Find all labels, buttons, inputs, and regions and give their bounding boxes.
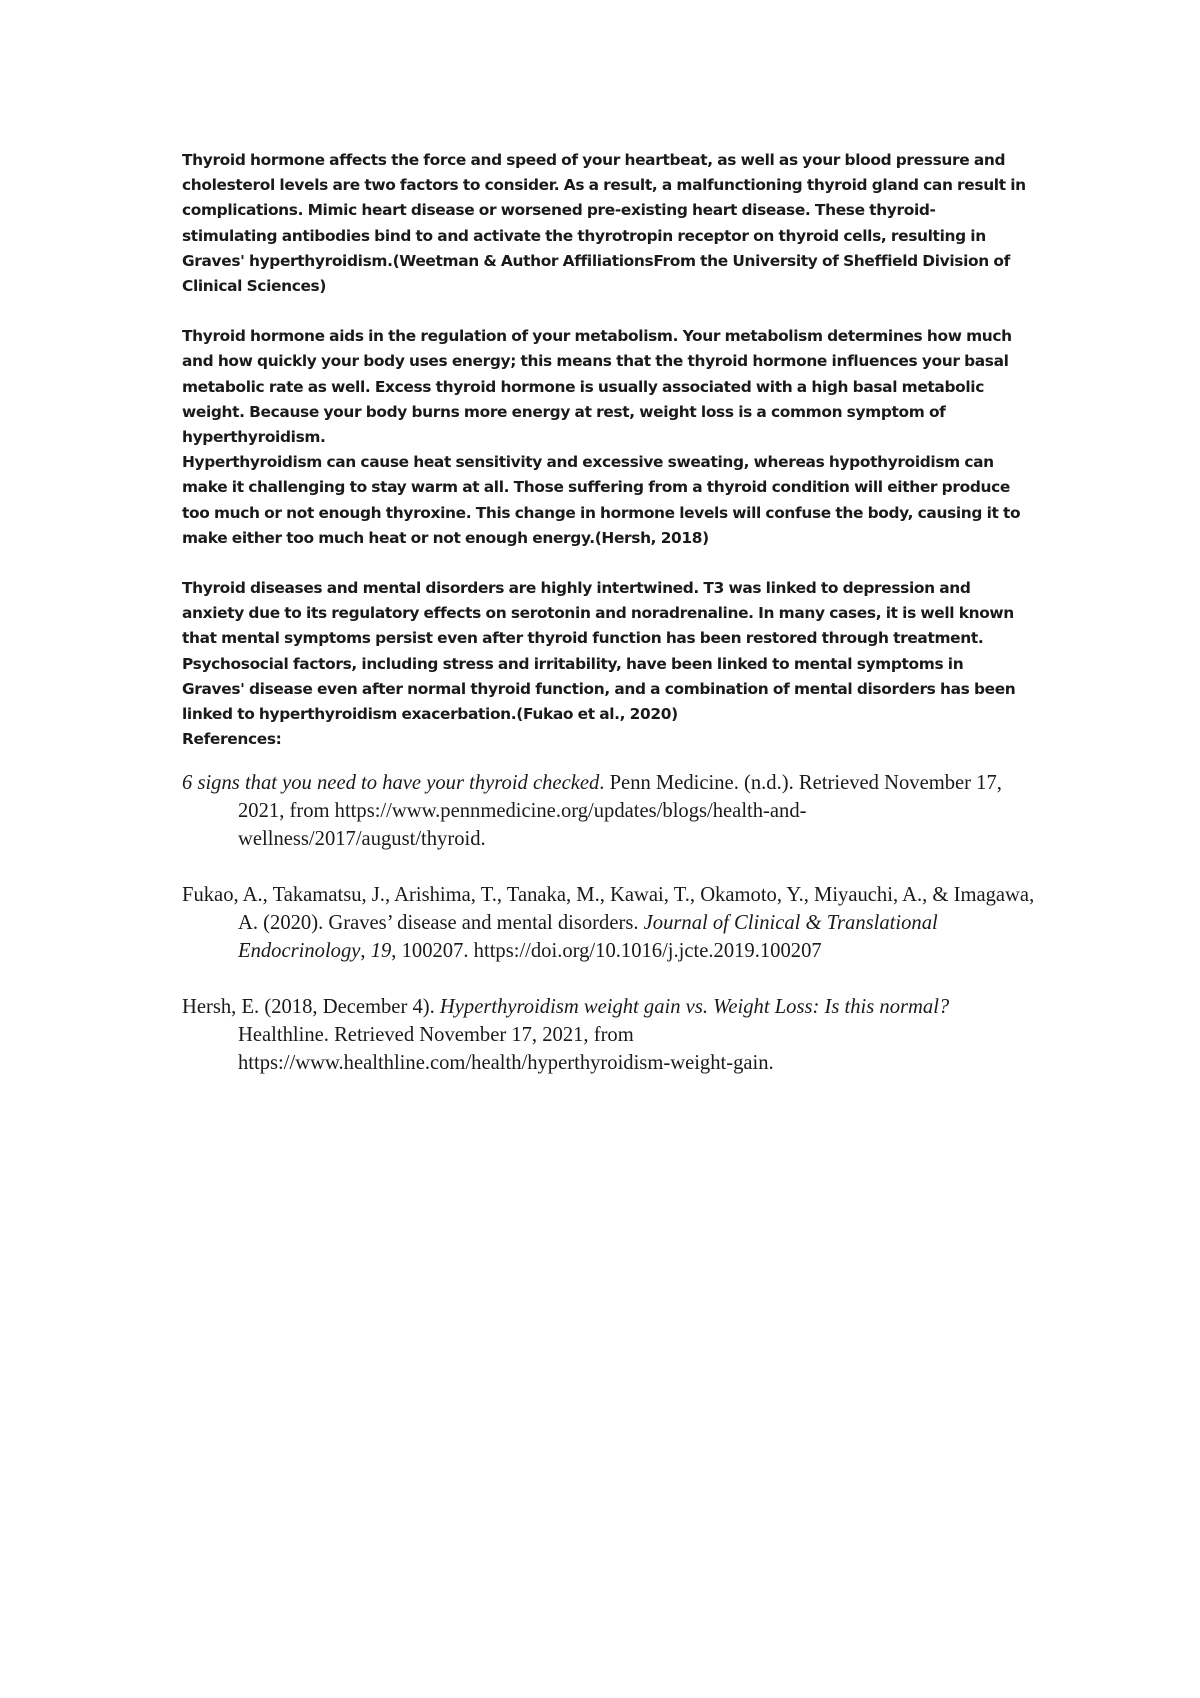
- reference-title: Hyperthyroidism weight gain vs. Weight Loss: Is this normal?: [439, 996, 950, 1018]
- reference-title: 6 signs that you need to have your thyroid checked: [182, 772, 600, 794]
- reference-details: . Penn Medicine. (n.d.). Retrieved November 17, 2021, from https://www.pennmedicine.org/updates/blogs/health-and-wellness/2017/august/thyroid.: [238, 772, 1002, 850]
- reference-details: , 100207. https://doi.org/10.1016/j.jcte.2019.100207: [391, 940, 822, 962]
- paragraph-mental: Thyroid diseases and mental disorders are highly intertwined. T3 was linked to depression and anxiety due to its regulatory effects on serotonin and noradrenaline. In many cases, it is well known that mental symptoms persist even after thyroid function has been restored through treatment. Psychosocial factors, including stress and irritability, have been linked to mental symptoms in Graves' disease even after normal thyroid function, and a combination of mental disorders has been linked to hyperthyroidism exacerbation.(Fukao et al., 2020): [182, 579, 1016, 724]
- reference-details: Healthline. Retrieved November 17, 2021, from https://www.healthline.com/health/hyperthyroidism-weight-gain.: [238, 1024, 774, 1074]
- paragraph-heat: Hyperthyroidism can cause heat sensitivity and excessive sweating, whereas hypothyroidism can make it challenging to stay warm at all. Those suffering from a thyroid condition will either produce too much or not enough thyroxine. This change in hormone levels will confuse the body, causing it to make either too much heat or not enough energy.(Hersh, 2018): [182, 453, 1021, 547]
- references-heading: References:: [182, 730, 282, 749]
- essay-body: [182, 148, 1027, 752]
- reference-fukao: [182, 881, 1042, 965]
- reference-volume: 19: [370, 940, 392, 962]
- paragraph-heart: Thyroid hormone affects the force and speed of your heartbeat, as well as your blood pressure and cholesterol levels are two factors to consider. As a result, a malfunctioning thyroid gland can result in complications. Mimic heart disease or worsened pre-existing heart disease. These thyroid-stimulating antibodies bind to and activate the thyrotropin receptor on thyroid cells, resulting in Graves' hyperthyroidism.(Weetman & Author AffiliationsFrom the University of Sheffield Division of Clinical Sciences): [182, 151, 1026, 296]
- reference-penn-medicine: [182, 769, 1042, 853]
- paragraph-metabolism: Thyroid hormone aids in the regulation of your metabolism. Your metabolism determines how much and how quickly your body uses energy; this means that the thyroid hormone influences your basal metabolic rate as well. Excess thyroid hormone is usually associated with a high basal metabolic weight. Because your body burns more energy at rest, weight loss is a common symptom of hyperthyroidism.: [182, 327, 1012, 447]
- reference-hersh: [182, 993, 1042, 1077]
- reference-journal: Journal of Clinical & Translational Endocrinology: [238, 912, 938, 962]
- reference-authors: Hersh, E. (2018, December 4).: [182, 996, 440, 1018]
- reference-separator: ,: [360, 940, 371, 962]
- references-list: [182, 769, 1042, 1105]
- reference-authors: Fukao, A., Takamatsu, J., Arishima, T., Tanaka, M., Kawai, T., Okamoto, Y., Miyauchi, A., & Imagawa, A. (2020). Graves’ disease and mental disorders.: [182, 884, 1035, 934]
